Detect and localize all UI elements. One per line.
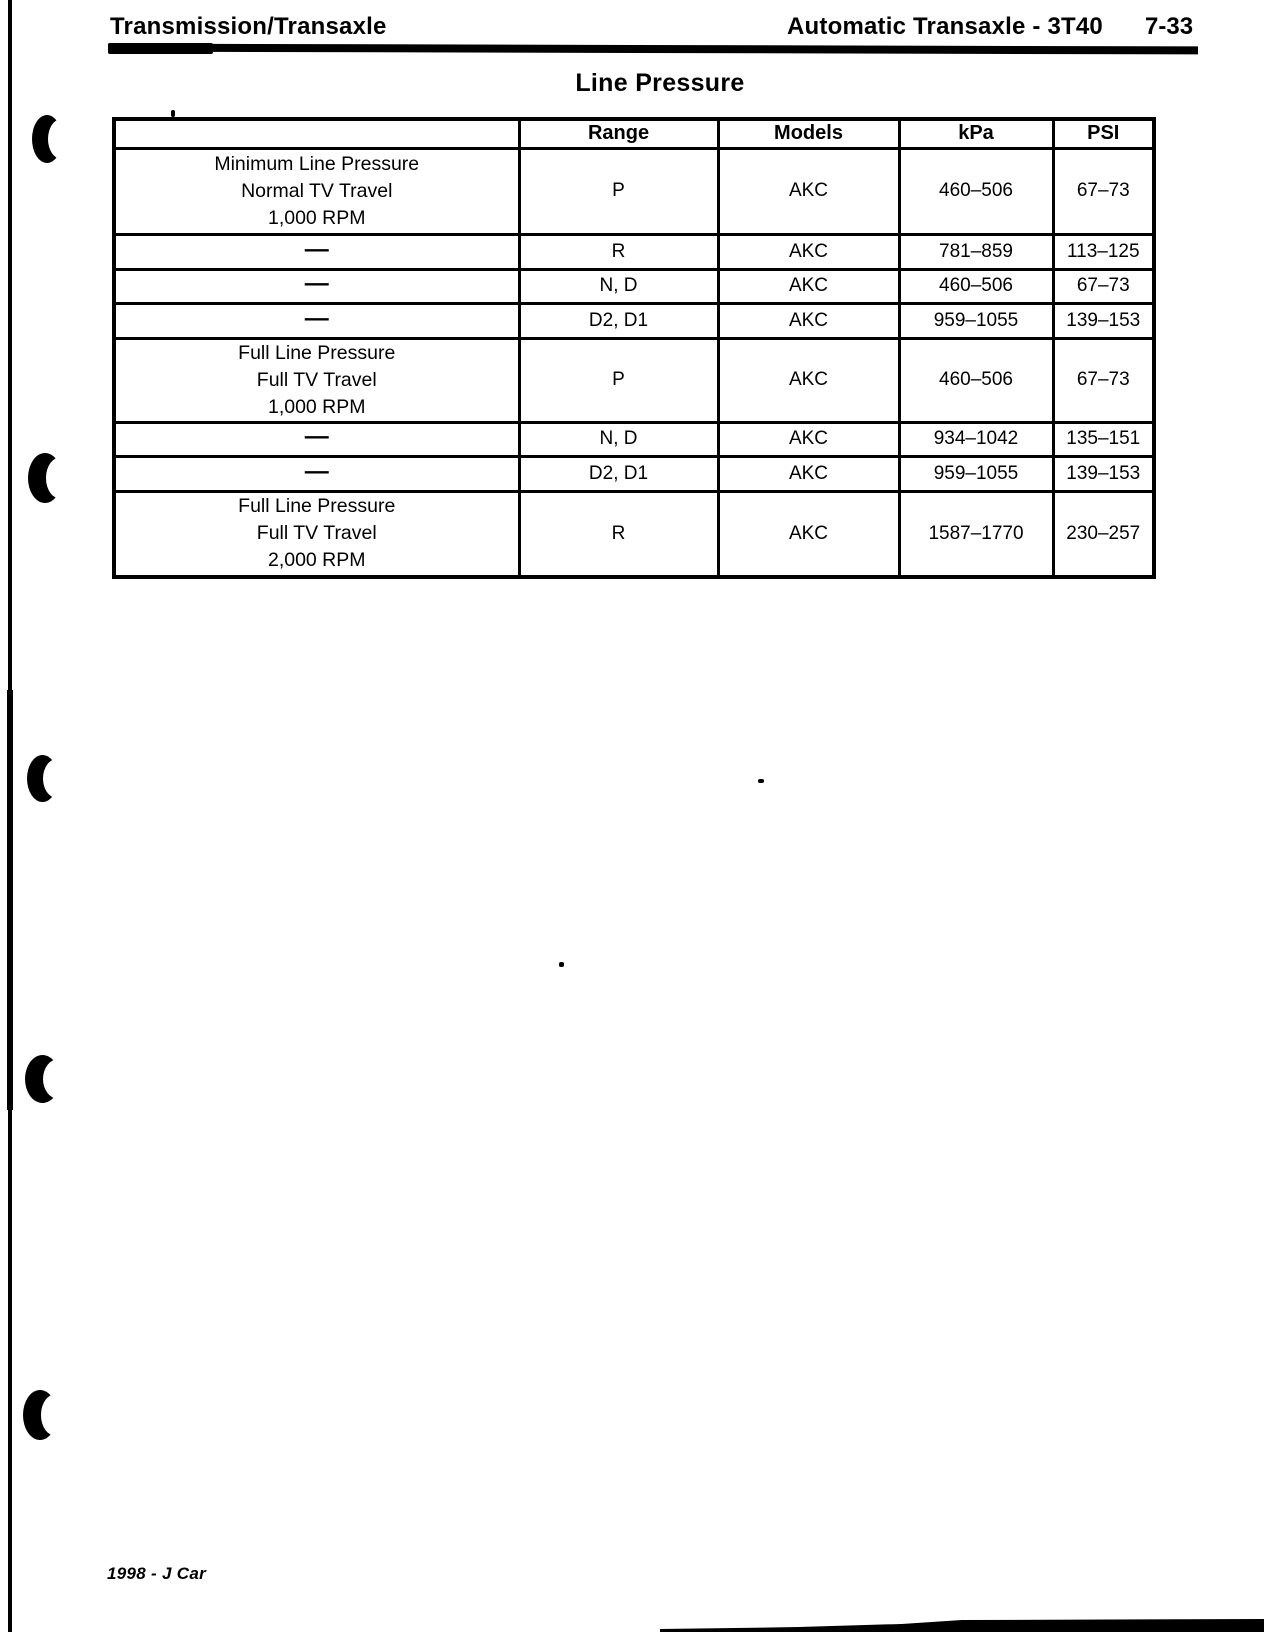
table-row: [114, 422, 1154, 456]
cell-range: D2, D1: [519, 456, 718, 491]
table-row: [114, 491, 1154, 577]
condition-line: 1,000 RPM: [267, 395, 366, 418]
cell-models: AKC: [718, 491, 899, 577]
scan-speck: [171, 110, 175, 117]
binder-hole-mark-icon: [25, 1055, 60, 1103]
header-rule-blob: [108, 43, 213, 54]
cell-condition: [114, 491, 519, 577]
cell-condition: [114, 148, 519, 234]
cell-condition: [114, 269, 519, 303]
col-header-condition: [114, 119, 519, 148]
cell-condition: [114, 338, 519, 422]
cell-models: AKC: [718, 422, 899, 456]
scan-speck: [559, 962, 564, 967]
cell-range: P: [519, 338, 718, 422]
cell-models: AKC: [718, 148, 899, 234]
table-row: [114, 338, 1154, 422]
cell-kpa: 959–1055: [899, 303, 1053, 338]
binder-hole-mark-icon: [32, 115, 62, 163]
col-header-kpa: kPa: [899, 119, 1053, 148]
scan-speck: [758, 779, 764, 783]
table-row: [114, 148, 1154, 234]
cell-psi: 135–151: [1053, 422, 1154, 456]
cell-psi: 139–153: [1053, 303, 1154, 338]
table-row: [114, 303, 1154, 338]
cell-models: AKC: [718, 269, 899, 303]
cell-condition: [114, 303, 519, 338]
condition-line: Full TV Travel: [256, 522, 377, 545]
cell-condition: [114, 422, 519, 456]
cell-kpa: 781–859: [899, 234, 1053, 269]
header-rule: [108, 44, 1198, 55]
cell-range: N, D: [519, 269, 718, 303]
cell-psi: 67–73: [1053, 148, 1154, 234]
cell-range: D2, D1: [519, 303, 718, 338]
ditto-dash: —: [304, 457, 329, 485]
ditto-dash: —: [304, 235, 329, 263]
cell-range: P: [519, 148, 718, 234]
scan-edge-line-segment: [9, 1180, 12, 1632]
table-header-row: [114, 119, 1154, 148]
table-row: [114, 234, 1154, 269]
cell-kpa: 460–506: [899, 338, 1053, 422]
table-row: [114, 269, 1154, 303]
header-subsection-title: Automatic Transaxle - 3T40: [787, 13, 1103, 40]
condition-line: Full TV Travel: [256, 368, 377, 391]
cell-range: R: [519, 234, 718, 269]
footer-model-year-note: 1998 - J Car: [107, 1564, 207, 1583]
cell-range: N, D: [519, 422, 718, 456]
col-header-psi: PSI: [1053, 119, 1154, 148]
binder-hole-mark-icon: [28, 453, 62, 503]
cell-kpa: 460–506: [899, 269, 1053, 303]
ditto-dash: —: [304, 304, 329, 332]
cell-models: AKC: [718, 456, 899, 491]
scan-edge-line-segment: [7, 690, 13, 1110]
col-header-models: Models: [718, 119, 899, 148]
binder-hole-mark-icon: [27, 755, 58, 802]
cell-psi: 139–153: [1053, 456, 1154, 491]
condition-line: Full Line Pressure: [238, 495, 396, 518]
table-title: Line Pressure: [575, 69, 745, 97]
condition-line: 2,000 RPM: [267, 549, 366, 572]
cell-kpa: 959–1055: [899, 456, 1053, 491]
page-number: 7-33: [1145, 13, 1194, 40]
line-pressure-table: [112, 117, 1156, 579]
ditto-dash: —: [304, 270, 329, 297]
binder-hole-mark-icon: [23, 1390, 57, 1440]
cell-range: R: [519, 491, 718, 577]
table-row: [114, 456, 1154, 491]
cell-psi: 230–257: [1053, 491, 1154, 577]
ditto-dash: —: [304, 423, 329, 450]
condition-line: 1,000 RPM: [267, 206, 366, 229]
col-header-range: Range: [519, 119, 718, 148]
cell-kpa: 1587–1770: [899, 491, 1053, 577]
cell-condition: [114, 456, 519, 491]
cell-models: AKC: [718, 303, 899, 338]
condition-line: Normal TV Travel: [241, 179, 393, 202]
cell-condition: [114, 234, 519, 269]
condition-line: Full Line Pressure: [238, 341, 396, 364]
cell-models: AKC: [718, 338, 899, 422]
condition-line: Minimum Line Pressure: [214, 152, 420, 175]
header-section-title: Transmission/Transaxle: [110, 13, 387, 40]
cell-psi: 67–73: [1053, 269, 1154, 303]
scan-bottom-bar: [660, 1619, 1264, 1632]
cell-psi: 113–125: [1053, 234, 1154, 269]
cell-kpa: 460–506: [899, 148, 1053, 234]
cell-kpa: 934–1042: [899, 422, 1053, 456]
cell-psi: 67–73: [1053, 338, 1154, 422]
cell-models: AKC: [718, 234, 899, 269]
